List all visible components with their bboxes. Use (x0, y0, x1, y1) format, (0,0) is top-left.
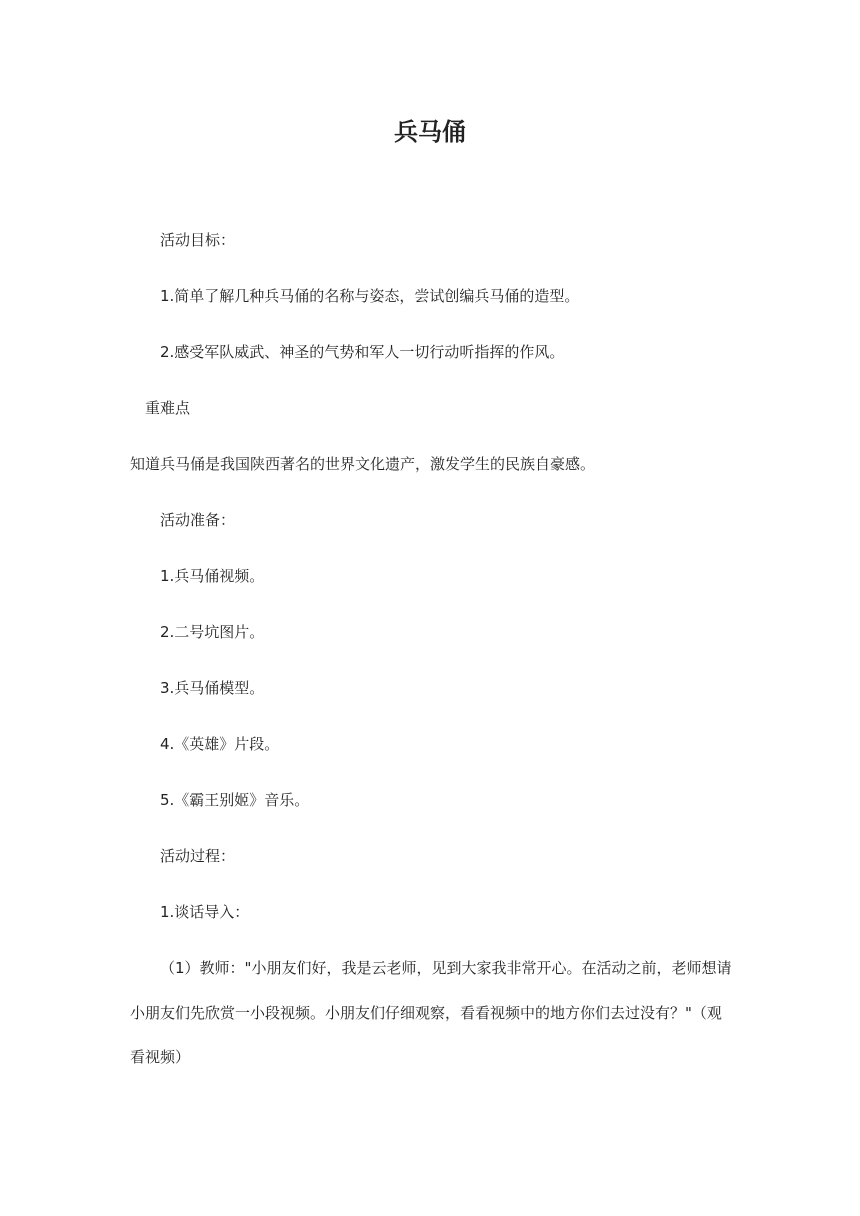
paragraph-goals-heading: 活动目标： (160, 231, 236, 249)
paragraph-teacher-line-3: 看视频） (130, 1048, 191, 1066)
paragraph-prep-2: 2.二号坑图片。 (160, 623, 265, 641)
paragraph-key-points-heading: 重难点 (145, 399, 191, 417)
document-title: 兵马俑 (394, 118, 466, 146)
paragraph-prep-5: 5.《霸王别姬》音乐。 (160, 791, 310, 809)
paragraph-goal-2: 2.感受军队威武、神圣的气势和军人一切行动听指挥的作风。 (160, 343, 565, 361)
paragraph-prep-1: 1.兵马俑视频。 (160, 567, 265, 585)
paragraph-teacher-line-2: 小朋友们先欣赏一小段视频。小朋友们仔细观察，看看视频中的地方你们去过没有？"（观 (130, 1004, 722, 1022)
paragraph-process-heading: 活动过程： (160, 847, 236, 865)
paragraph-key-points: 知道兵马俑是我国陕西著名的世界文化遗产，激发学生的民族自豪感。 (130, 455, 596, 473)
paragraph-teacher-line-1: （1）教师："小朋友们好，我是云老师，见到大家我非常开心。在活动之前，老师想请 (160, 959, 732, 977)
paragraph-process-1: 1.谈话导入： (160, 903, 250, 921)
paragraph-goal-1: 1.简单了解几种兵马俑的名称与姿态，尝试创编兵马俑的造型。 (160, 287, 580, 305)
paragraph-preparation-heading: 活动准备： (160, 511, 236, 529)
paragraph-prep-3: 3.兵马俑模型。 (160, 679, 265, 697)
paragraph-prep-4: 4.《英雄》片段。 (160, 735, 280, 753)
